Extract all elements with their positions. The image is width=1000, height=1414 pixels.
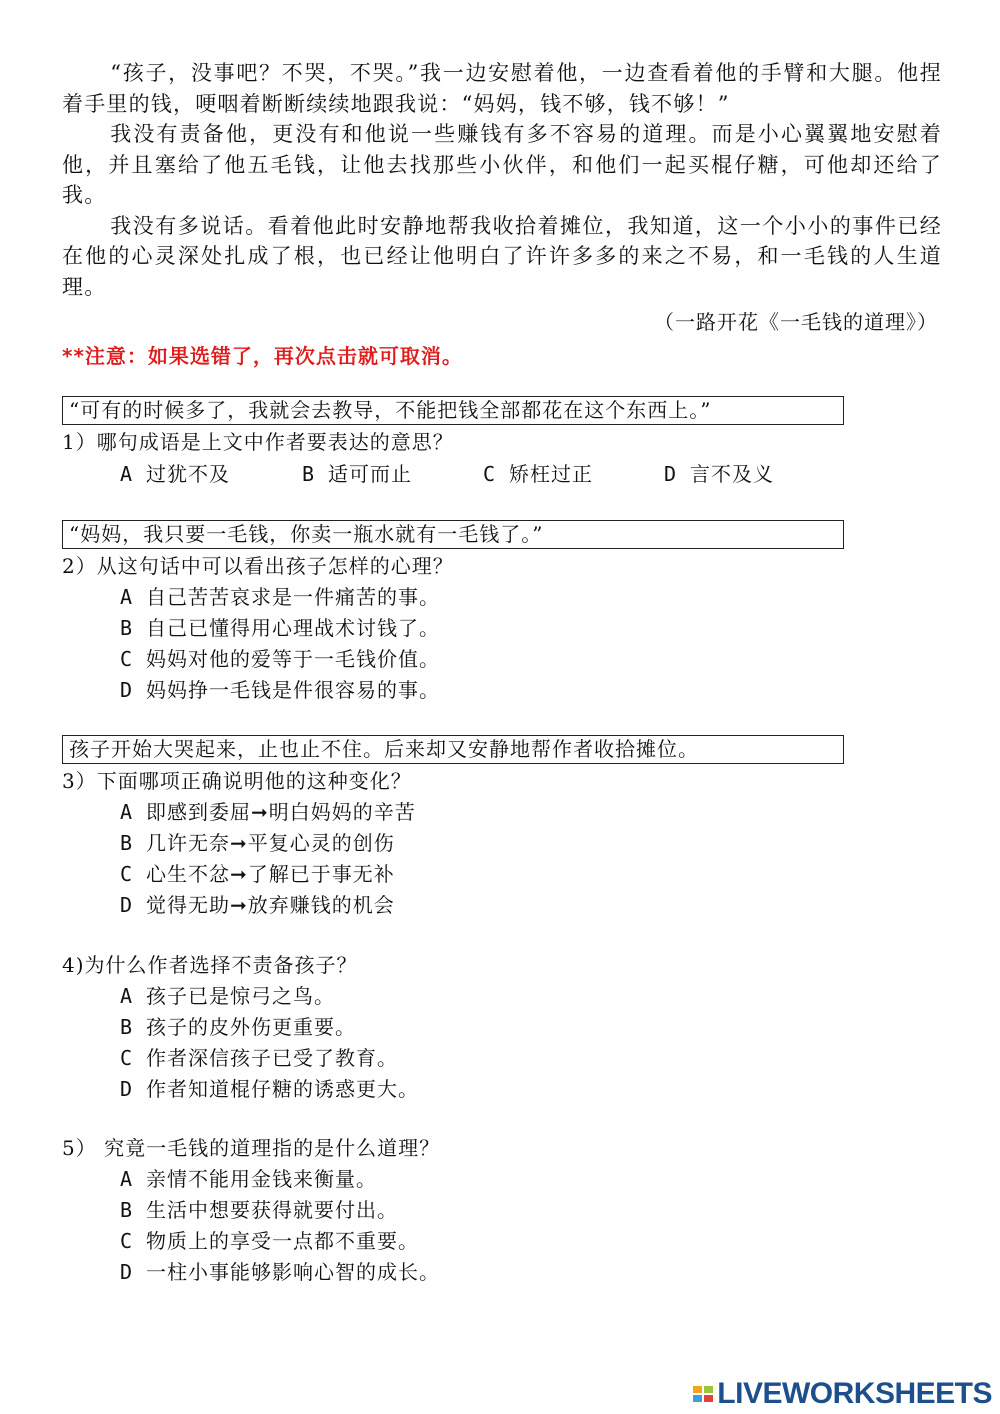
logo-text: LIVEWORKSHEETS [717,1377,992,1410]
q4-option-b[interactable]: B 孩子的皮外伤更重要。 [120,1015,356,1039]
q2-option-c[interactable]: C 妈妈对他的爱等于一毛钱价值。 [120,647,440,671]
q4-option-d[interactable]: D 作者知道棍仔糖的诱惑更大。 [120,1077,419,1101]
q1-option-a[interactable]: A 过犹不及 [120,462,230,486]
q4-option-a[interactable]: A 孩子已是惊弓之鸟。 [120,984,335,1008]
passage-paragraph: 我没有责备他，更没有和他说一些赚钱有多不容易的道理。而是小心翼翼地安慰着他，并且塞给了他五毛钱，让他去找那些小伙伴，和他们一起买棍仔糖，可他却还给了我。 [62,122,942,207]
q5-option-d[interactable]: D 一柱小事能够影响心智的成长。 [120,1260,440,1284]
passage-paragraph: 我没有多说话。看着他此时安静地帮我收拾着摊位，我知道，这一个小小的事件已经在他的心灵深处扎成了根，也已经让他明白了许许多多的来之不易，和一毛钱的人生道理。 [62,213,942,299]
q3-option-b[interactable]: B 几许无奈➞平复心灵的创伤 [120,831,395,855]
question-4-stem: 4)为什么作者选择不责备孩子？ [62,953,358,977]
q3-option-a[interactable]: A 即感到委屈➞明白妈妈的辛苦 [120,800,416,824]
q5-option-a[interactable]: A 亲情不能用金钱来衡量。 [120,1167,377,1191]
reading-passage [62,58,942,302]
quote-box-3: 孩子开始大哭起来，止也止不住。后来却又安静地帮作者收拾摊位。 [62,735,844,764]
question-5-options [120,1164,440,1288]
question-4-options [120,981,419,1105]
q3-option-d[interactable]: D 觉得无助➞放弃赚钱的机会 [120,893,395,917]
q1-option-d[interactable]: D 言不及义 [664,462,774,486]
q1-option-c[interactable]: C 矫枉过正 [483,462,593,486]
q3-option-c[interactable]: C 心生不忿➞了解已于事无补 [120,862,395,886]
q4-option-c[interactable]: C 作者深信孩子已受了教育。 [120,1046,398,1070]
quote-box-2: “妈妈，我只要一毛钱，你卖一瓶水就有一毛钱了。” [62,520,844,549]
quote-box-1: “可有的时候多了，我就会去教导，不能把钱全部都花在这个东西上。” [62,396,844,425]
question-2-stem: 2）从这句话中可以看出孩子怎样的心理？ [62,554,454,578]
notice-text: **注意：如果选错了，再次点击就可取消。 [62,344,463,368]
question-2-options [120,582,440,706]
passage-citation: （一路开花《一毛钱的道理》） [654,310,938,334]
liveworksheets-logo [693,1376,992,1412]
passage-paragraph: “孩子，没事吧？不哭，不哭。”我一边安慰着他，一边查看着他的手臂和大腿。他捏着手里的钱，哽咽着断断续续地跟我说：“妈妈，钱不够，钱不够！” [62,61,942,116]
q5-option-b[interactable]: B 生活中想要获得就要付出。 [120,1198,398,1222]
q2-option-b[interactable]: B 自己已懂得用心理战术讨钱了。 [120,616,440,640]
question-5-stem: 5） 究竟一毛钱的道理指的是什么道理？ [62,1136,441,1160]
logo-mark-icon [693,1386,713,1402]
question-3-options [120,797,416,921]
question-3-stem: 3）下面哪项正确说明他的这种变化？ [62,769,412,793]
q2-option-d[interactable]: D 妈妈挣一毛钱是件很容易的事。 [120,678,440,702]
q1-option-b[interactable]: B 适可而止 [302,462,412,486]
q2-option-a[interactable]: A 自己苦苦哀求是一件痛苦的事。 [120,585,440,609]
question-1-stem: 1）哪句成语是上文中作者要表达的意思？ [62,430,454,454]
q5-option-c[interactable]: C 物质上的享受一点都不重要。 [120,1229,419,1253]
